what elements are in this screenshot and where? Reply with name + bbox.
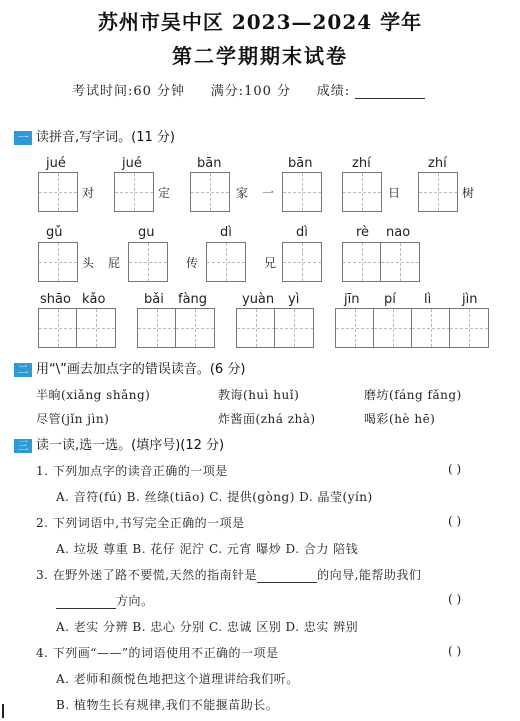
exam-title: 苏州市吴中区 2023—2024 学年 <box>97 10 423 34</box>
pinyin: yì <box>288 292 300 307</box>
given-char: 对 <box>82 186 95 200</box>
pronunciation-item: 尽管(jǐn jìn) <box>36 412 110 426</box>
writing-box[interactable] <box>137 308 177 348</box>
pinyin: dì <box>296 225 308 240</box>
score-blank[interactable] <box>355 86 425 99</box>
pinyin: rè <box>356 225 370 240</box>
exam-subtitle: 第二学期期末试卷 <box>172 44 348 68</box>
given-char: 日 <box>388 186 401 200</box>
question-1-options: A. 音符(fú) B. 丝绦(tiāo) C. 提供(gòng) D. 晶莹(yín) <box>56 490 373 504</box>
pinyin: jué <box>122 156 142 171</box>
writing-box[interactable] <box>342 242 382 282</box>
writing-box[interactable] <box>128 242 168 282</box>
writing-box[interactable] <box>38 242 78 282</box>
writing-box[interactable] <box>190 172 230 212</box>
question-3-options: A. 老实 分辨 B. 忠心 分别 C. 忠诚 区别 D. 忠实 辨别 <box>56 620 359 634</box>
given-char: 传 <box>186 256 199 270</box>
pinyin: bǎi <box>144 292 164 307</box>
full-score: 满分:100 分 <box>210 84 292 99</box>
page-edge-mark <box>2 704 4 718</box>
pinyin: jué <box>46 156 66 171</box>
pinyin: bān <box>288 156 313 171</box>
writing-box[interactable] <box>449 308 489 348</box>
given-char: 屁 <box>108 256 121 270</box>
given-char: 头 <box>82 256 95 270</box>
score-label: 成绩: <box>316 84 351 99</box>
writing-box[interactable] <box>114 172 154 212</box>
writing-box[interactable] <box>175 308 215 348</box>
pinyin: pí <box>384 292 396 307</box>
writing-box[interactable] <box>411 308 451 348</box>
writing-box[interactable] <box>38 308 78 348</box>
question-4-option-b: B. 植物生长有规律,我们不能揠苗助长。 <box>56 698 279 712</box>
writing-box[interactable] <box>206 242 246 282</box>
writing-box[interactable] <box>282 172 322 212</box>
pronunciation-item: 炸酱面(zhá zhà) <box>218 412 316 426</box>
writing-box[interactable] <box>38 172 78 212</box>
section-2-heading <box>14 358 245 377</box>
question-3: 3. 在野外迷了路不要慌,天然的指南针是 的向导,能帮助我们 <box>36 568 422 582</box>
section-3-title: 读一读,选一选。(填序号)(12 分) <box>36 438 225 453</box>
given-char: 一 <box>262 186 275 200</box>
writing-box[interactable] <box>76 308 116 348</box>
question-3-cont: 方向。 <box>56 592 154 609</box>
answer-paren[interactable]: ( ) <box>448 514 462 528</box>
question-2: 2. 下列词语中,书写完全正确的一项是 <box>36 516 245 530</box>
pinyin: jīn <box>344 292 360 307</box>
writing-box[interactable] <box>373 308 413 348</box>
writing-box[interactable] <box>342 172 382 212</box>
pinyin: gu <box>138 225 155 240</box>
pinyin: jìn <box>462 292 478 307</box>
pronunciation-item: 喝彩(hè hē) <box>364 412 436 426</box>
given-char: 家 <box>236 186 249 200</box>
pronunciation-item: 磨坊(fáng fǎng) <box>364 388 462 402</box>
question-2-options: A. 垃圾 尊重 B. 花仔 泥泞 C. 元宵 曝炒 D. 合力 陪钱 <box>56 542 359 556</box>
section-1-title: 读拼音,写字词。(11 分) <box>36 130 175 145</box>
writing-box[interactable] <box>274 308 314 348</box>
question-4: 4. 下列画“——”的词语使用不正确的一项是 <box>36 646 279 660</box>
answer-paren[interactable]: ( ) <box>448 592 462 606</box>
pinyin: dì <box>220 225 232 240</box>
pinyin: shāo <box>40 292 71 307</box>
writing-box[interactable] <box>335 308 375 348</box>
given-char: 树 <box>462 186 475 200</box>
answer-paren[interactable]: ( ) <box>448 462 462 476</box>
writing-box[interactable] <box>236 308 276 348</box>
exam-info <box>72 80 425 99</box>
writing-box[interactable] <box>418 172 458 212</box>
pronunciation-item: 半晌(xiǎng shǎng) <box>36 388 151 402</box>
pinyin: yuàn <box>242 292 275 307</box>
section-3-number: 三 <box>14 439 32 453</box>
pinyin: bān <box>197 156 222 171</box>
given-char: 定 <box>158 186 171 200</box>
fill-blank[interactable] <box>56 596 116 609</box>
pinyin: lì <box>424 292 432 307</box>
pinyin: gǔ <box>46 225 63 240</box>
answer-paren[interactable]: ( ) <box>448 644 462 658</box>
section-1-number: 一 <box>14 131 32 145</box>
pinyin: fàng <box>178 292 208 307</box>
pinyin: zhí <box>352 156 371 171</box>
section-1-heading <box>14 126 175 145</box>
pinyin: nao <box>386 225 411 240</box>
writing-box[interactable] <box>380 242 420 282</box>
writing-box[interactable] <box>282 242 322 282</box>
question-1: 1. 下列加点字的读音正确的一项是 <box>36 464 228 478</box>
fill-blank[interactable] <box>257 570 317 583</box>
pronunciation-item: 教诲(huì huǐ) <box>218 388 300 402</box>
exam-time: 考试时间:60 分钟 <box>72 84 186 99</box>
pinyin: zhí <box>428 156 447 171</box>
section-3-heading <box>14 434 224 453</box>
given-char: 兄 <box>264 256 277 270</box>
pinyin: kǎo <box>82 292 106 307</box>
question-4-option-a: A. 老师和颜悦色地把这个道理讲给我们听。 <box>56 672 299 686</box>
section-2-number: 二 <box>14 363 32 377</box>
section-2-title: 用“\”画去加点字的错误读音。(6 分) <box>36 362 246 377</box>
